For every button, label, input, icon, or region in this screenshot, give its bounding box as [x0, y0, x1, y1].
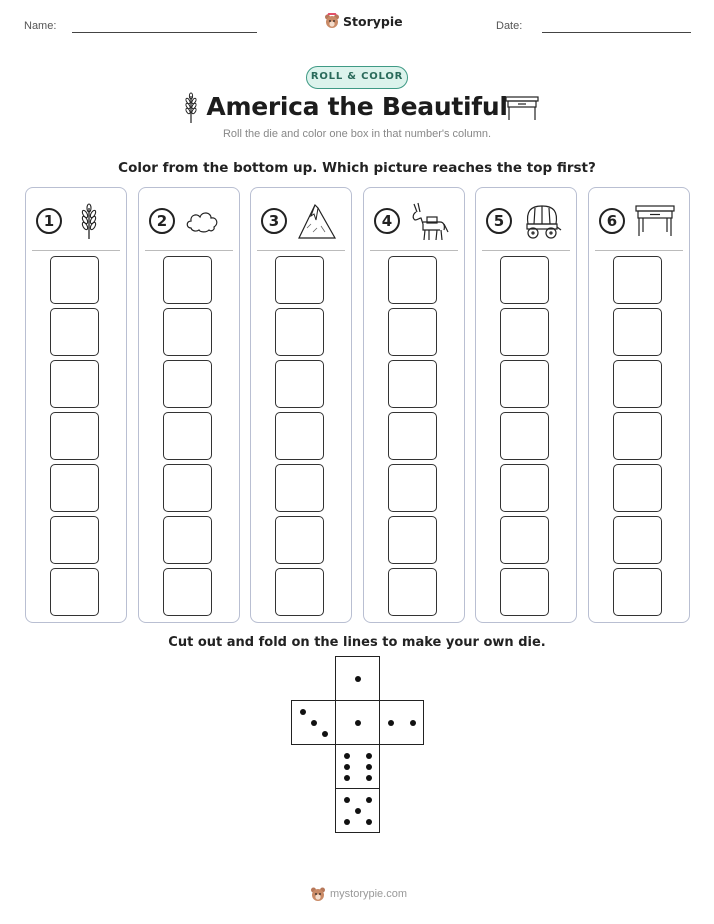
- die-pip: [366, 764, 372, 770]
- die-face-5: [335, 788, 380, 833]
- die-face-2: [379, 700, 424, 745]
- column-divider: [482, 250, 570, 251]
- color-box[interactable]: [163, 360, 212, 408]
- color-box[interactable]: [500, 360, 549, 408]
- color-box[interactable]: [388, 516, 437, 564]
- color-box[interactable]: [50, 568, 99, 616]
- column-divider: [32, 250, 120, 251]
- color-box[interactable]: [275, 256, 324, 304]
- die-pip: [322, 731, 328, 737]
- column-5: [475, 187, 577, 623]
- die-pip: [388, 720, 394, 726]
- color-box[interactable]: [613, 412, 662, 460]
- color-box[interactable]: [50, 412, 99, 460]
- color-box[interactable]: [163, 568, 212, 616]
- name-line[interactable]: [72, 32, 257, 33]
- number-badge: 1: [36, 208, 62, 234]
- subtitle: Roll the die and color one box in that number's column.: [222, 128, 492, 140]
- table-icon: [635, 202, 675, 238]
- number-badge: 3: [261, 208, 287, 234]
- color-box[interactable]: [613, 568, 662, 616]
- color-box[interactable]: [388, 464, 437, 512]
- name-label: Name:: [24, 20, 57, 32]
- number-badge: 4: [374, 208, 400, 234]
- footer-url: mystorypie.com: [330, 888, 408, 900]
- die-pip: [366, 753, 372, 759]
- color-box[interactable]: [500, 464, 549, 512]
- die-pip: [311, 720, 317, 726]
- die-face-6: [335, 744, 380, 789]
- die-pip: [344, 764, 350, 770]
- footer: [310, 886, 407, 902]
- color-box[interactable]: [388, 568, 437, 616]
- number-badge: 5: [486, 208, 512, 234]
- die-pip: [300, 709, 306, 715]
- die-pip: [355, 808, 361, 814]
- table-icon: [505, 95, 539, 121]
- column-divider: [145, 250, 233, 251]
- instruction-text: Color from the bottom up. Which picture reaches the top first?: [118, 160, 596, 176]
- column-2: [138, 187, 240, 623]
- color-box[interactable]: [613, 360, 662, 408]
- die-face-1: [335, 700, 380, 745]
- die-pip: [366, 797, 372, 803]
- color-box[interactable]: [50, 360, 99, 408]
- color-box[interactable]: [388, 412, 437, 460]
- color-box[interactable]: [163, 516, 212, 564]
- cut-instruction: Cut out and fold on the lines to make your own die.: [168, 635, 546, 650]
- page-title: America the Beautiful: [206, 92, 508, 121]
- column-divider: [370, 250, 458, 251]
- column-1: [25, 187, 127, 623]
- column-3: [250, 187, 352, 623]
- die-face-3: [291, 700, 336, 745]
- color-box[interactable]: [500, 568, 549, 616]
- die-pip: [355, 676, 361, 682]
- color-box[interactable]: [275, 464, 324, 512]
- color-box[interactable]: [163, 256, 212, 304]
- color-box[interactable]: [388, 360, 437, 408]
- color-box[interactable]: [613, 516, 662, 564]
- die-pip: [344, 753, 350, 759]
- color-box[interactable]: [388, 256, 437, 304]
- brand-name: Storypie: [343, 13, 403, 29]
- bear-logo-icon: [310, 886, 326, 902]
- color-box[interactable]: [50, 464, 99, 512]
- color-box[interactable]: [50, 308, 99, 356]
- color-box[interactable]: [500, 308, 549, 356]
- color-box[interactable]: [163, 308, 212, 356]
- color-box[interactable]: [163, 464, 212, 512]
- color-box[interactable]: [163, 412, 212, 460]
- color-box[interactable]: [613, 464, 662, 512]
- bear-logo-icon: [324, 13, 340, 29]
- roll-color-badge: ROLL & COLOR: [306, 66, 408, 89]
- color-box[interactable]: [275, 360, 324, 408]
- column-6: [588, 187, 690, 623]
- color-box[interactable]: [275, 308, 324, 356]
- color-box[interactable]: [50, 516, 99, 564]
- number-badge: 6: [599, 208, 625, 234]
- column-divider: [595, 250, 683, 251]
- die-pip: [344, 819, 350, 825]
- die-pip: [410, 720, 416, 726]
- color-box[interactable]: [275, 516, 324, 564]
- die-pip: [344, 797, 350, 803]
- color-box[interactable]: [500, 256, 549, 304]
- wheat-icon: [72, 202, 106, 240]
- covered-wagon-icon: [522, 202, 562, 240]
- color-box[interactable]: [613, 308, 662, 356]
- die-pip: [366, 775, 372, 781]
- cloud-icon: [185, 202, 221, 240]
- color-box[interactable]: [275, 568, 324, 616]
- die-face-1: [335, 656, 380, 701]
- die-pip: [355, 720, 361, 726]
- date-label: Date:: [496, 20, 523, 32]
- color-box[interactable]: [613, 256, 662, 304]
- mountain-icon: [297, 202, 337, 240]
- number-badge: 2: [149, 208, 175, 234]
- die-pip: [366, 819, 372, 825]
- color-box[interactable]: [50, 256, 99, 304]
- column-divider: [257, 250, 345, 251]
- date-line[interactable]: [542, 32, 691, 33]
- donkey-icon: [410, 202, 450, 242]
- color-box[interactable]: [388, 308, 437, 356]
- die-pip: [344, 775, 350, 781]
- brand-logo: [324, 13, 403, 29]
- column-4: [363, 187, 465, 623]
- color-box[interactable]: [500, 516, 549, 564]
- color-box[interactable]: [500, 412, 549, 460]
- color-box[interactable]: [275, 412, 324, 460]
